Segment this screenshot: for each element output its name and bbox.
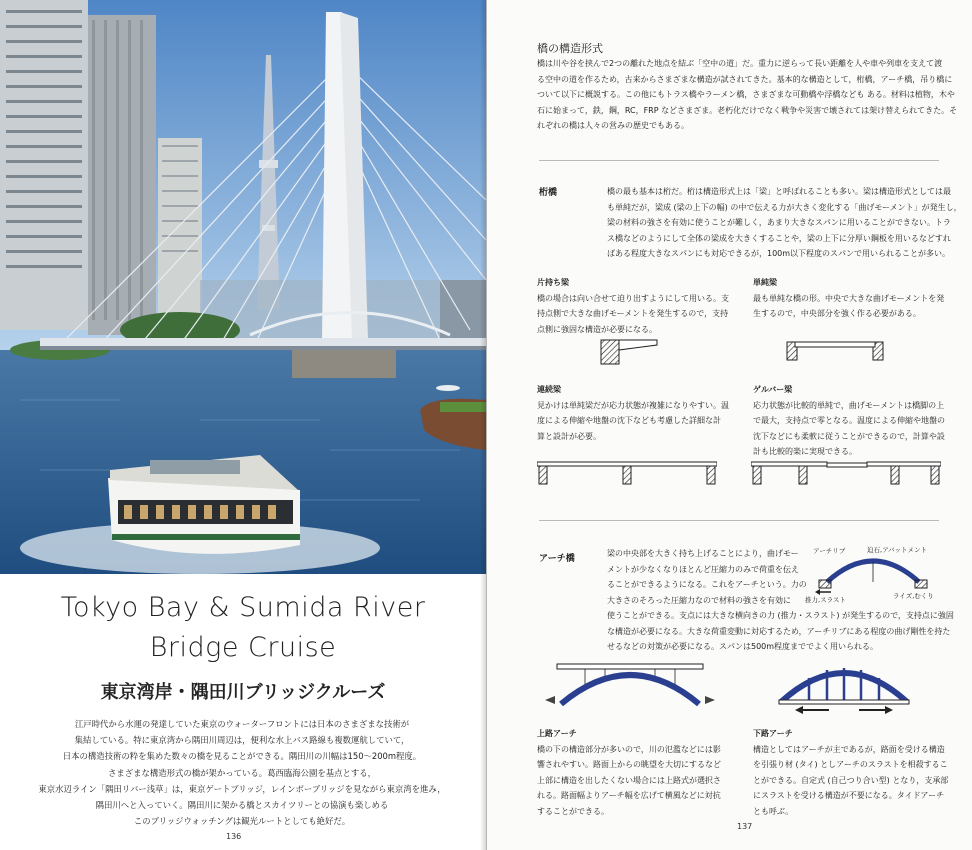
gerber-title: ゲルバー梁 xyxy=(753,385,793,394)
intro-line: さまざまな構造形式の橋が架かっている。葛西臨海公園を基点とする， xyxy=(108,767,376,778)
simple-line: 最も単純な橋の形。中央で大きな曲げモーメントを発 xyxy=(753,293,945,303)
intro-line: 橋は川や谷を挟んで2つの離れた地点を結ぶ「空中の道」だ。重力に逆らって長い距離を人や車や列車を支えて渡 xyxy=(537,59,943,68)
gerber-line: 応力状態が比較的単純で，曲げモーメントは橋脚の上 xyxy=(753,400,945,410)
through-arch-line: とも呼ぶ。 xyxy=(753,806,794,816)
continuous-line: 度による伸縮や地盤の沈下なども考慮した詳細な計 xyxy=(537,416,721,425)
bridge-photo xyxy=(0,0,486,574)
arch-principle-diagram xyxy=(805,540,955,606)
gerber-diagram xyxy=(751,458,941,488)
rise-label: ライズ,むくり xyxy=(893,592,934,600)
through-arch-block xyxy=(753,726,948,819)
deck-arch-line: 響されやすい。路面上からの眺望を大切にするなど xyxy=(537,760,721,769)
deck-arch-block xyxy=(537,726,721,819)
intro-line: 石に始まって，鉄，鋼，RC，FRP などさまざま。老朽化だけでなく戦争や災害で壊されては架け替えられてきた。そ xyxy=(537,105,958,115)
intro-line: 集結している。特に東京湾から隅田川周辺は，便利な水上バス路線も複数運航していて， xyxy=(74,735,410,746)
simple-block xyxy=(753,275,944,322)
title-en-line2: Bridge Cruise xyxy=(149,632,337,663)
cantilever-title: 片持ち梁 xyxy=(537,278,569,287)
deck-arch-diagram xyxy=(545,660,715,716)
girder-line: ス橋などのようにして全体の梁成を大きくすることや，梁の上下に分厚い鋼板を用いるなどすれ xyxy=(607,233,951,243)
through-arch-line: とができる。自定式 (自己つり合い型) となり，支承部 xyxy=(753,775,949,785)
girder-label: 桁橋 xyxy=(539,188,558,198)
continuous-line: 見かけは単純梁だが応力状態が複雑になりやすい。温 xyxy=(537,400,729,410)
deck-arch-line: することができる。 xyxy=(537,806,609,816)
deck-arch-line: 上部に構造を出したくない場合には上路式が選択さ xyxy=(537,775,721,785)
right-page xyxy=(487,0,972,850)
intro-text xyxy=(22,716,462,829)
page-number: 137 xyxy=(737,822,753,831)
page-number: 136 xyxy=(226,832,242,841)
girder-text xyxy=(607,184,962,262)
gerber-line: で最大，支持点で零となる。温度による伸縮や地盤の xyxy=(753,416,945,425)
intro-line: る空中の道を作るため，古来からさまざまな構造が試されてきた。基本的な構造として，桁橋，アーチ橋，吊り橋に xyxy=(537,74,953,84)
springing-label: 迫石,アバットメント xyxy=(867,546,927,554)
arch-line: な構造が必要になる。大きな荷重変動に対応するため，アーチリブにある程度の曲げ剛性を持た xyxy=(607,626,951,636)
section-title: 橋の構造形式 xyxy=(537,42,603,55)
arch-label: アーチ橋 xyxy=(539,554,575,564)
arch-line: 大きさのそろった圧縮力なので材料の強さを有効に xyxy=(607,595,791,605)
arch-text-narrow xyxy=(607,546,807,608)
through-arch-title: 下路アーチ xyxy=(753,729,793,738)
divider xyxy=(539,520,939,521)
intro-line: このブリッジウォッチングは観光ルートとしても絶好だ。 xyxy=(133,816,351,827)
title-en-line1: Tokyo Bay & Sumida River xyxy=(60,592,426,623)
intro-line: ついて以下に概説する。この他にもトラス橋やラーメン橋，さまざまな可動橋や浮橋なども ある。材料は植物，木や xyxy=(537,90,955,99)
continuous-line: 算と設計が必要。 xyxy=(537,431,601,441)
through-arch-line: 構造としてはアーチが主であるが，路面を受ける構造 xyxy=(753,744,945,754)
simple-title: 単純梁 xyxy=(753,278,777,287)
arch-line: メントが少なくなりほとんど圧縮力のみで荷重を伝え xyxy=(607,564,799,574)
cantilever-block xyxy=(537,275,729,337)
arch-line: せるなどの対策が必要になる。スパンは500m程度まででよく用いられる。 xyxy=(607,642,879,651)
simple-line: 生するので，中央部分を強く作る必要がある。 xyxy=(753,309,921,318)
intro-line: 隅田川へと入っていく。隅田川に架かる橋とスカイツリーとの協演も楽しめる xyxy=(95,800,389,811)
section-intro xyxy=(537,56,957,134)
girder-line: も単純だが，梁成 (梁の上下の幅) の中で伝える力が大きく変化する「曲げモーメント」が発生し， xyxy=(607,202,962,212)
cantilever-diagram xyxy=(597,336,677,366)
intro-line: れぞれの橋は人々の営みの歴史でもある。 xyxy=(537,121,689,130)
gerber-block xyxy=(753,382,945,460)
cantilever-line: 点側に強固な構造が必要になる。 xyxy=(537,324,657,334)
arch-text-wide xyxy=(607,608,954,655)
gerber-line: 計も比較的楽に実現できる。 xyxy=(753,447,857,456)
cantilever-line: 持点側で大きな曲げモーメントを発生するので，支持 xyxy=(537,309,729,318)
deck-arch-line: 橋の下の構造部分が多いので，川の氾濫などには影 xyxy=(537,744,721,754)
gerber-line: 沈下などにも柔軟に従うことができるので，計算や設 xyxy=(753,431,945,441)
simple-diagram xyxy=(785,338,885,364)
girder-line: ばある程度大きなスパンにも対応できるが，100m以下程度のスパンで用いられることが多い。 xyxy=(607,249,951,258)
through-arch-diagram xyxy=(769,660,919,716)
arch-line: 梁の中央部を大きく持ち上げることにより，曲げモー xyxy=(607,549,799,558)
intro-line: 江戸時代から水運の発達していた東京のウォーターフロントには日本のさまざまな技術が xyxy=(74,719,410,729)
arch-rib-label: アーチリブ xyxy=(813,547,846,555)
through-arch-line: にスラストを受ける構造が不要になる。タイドアーチ xyxy=(753,791,945,800)
cruise-boat xyxy=(108,455,300,554)
intro-line: 日本の構造技術の粋を集めた数々の橋を見ることができる。隅田川の川幅は150〜200m程度。 xyxy=(62,751,422,762)
arch-line: 使うことができる。支点には大きな横向きの力 (推力・スラスト) が発生するので，支持点に強固 xyxy=(607,611,954,620)
continuous-title: 連続梁 xyxy=(537,385,561,394)
title-jp: 東京湾岸・隅田川ブリッジクルーズ xyxy=(100,682,386,703)
divider xyxy=(539,160,939,161)
girder-line: 橋の最も基本は桁だ。桁は構造形式上は「梁」と呼ばれることも多い。梁は構造形式としては最 xyxy=(607,187,951,196)
continuous-diagram xyxy=(537,458,717,488)
arch-line: ることができるようになる。これをアーチという。力の xyxy=(607,580,807,589)
deck-arch-line: れる。路面幅よりアーチ幅を広げて横風などに対抗 xyxy=(537,791,721,800)
cantilever-line: 橋の場合は向い合せて迫り出すようにして用いる。支 xyxy=(537,293,729,303)
thrust-label: 推力,スラスト xyxy=(805,596,846,604)
through-arch-line: を引張り材 (タイ) としアーチのスラストを相殺するこ xyxy=(753,760,948,769)
continuous-block xyxy=(537,382,729,444)
girder-line: 梁の材料の強さを有効に使うことが難しく，あまり大きなスパンに用いることができない。トラ xyxy=(607,218,951,227)
intro-line: 東京水辺ライン「隅田リバー浅草」は，東京ゲートブリッジ，レインボーブリッジを見ながら東京湾を進み， xyxy=(38,783,446,794)
deck-arch-title: 上路アーチ xyxy=(537,729,577,738)
